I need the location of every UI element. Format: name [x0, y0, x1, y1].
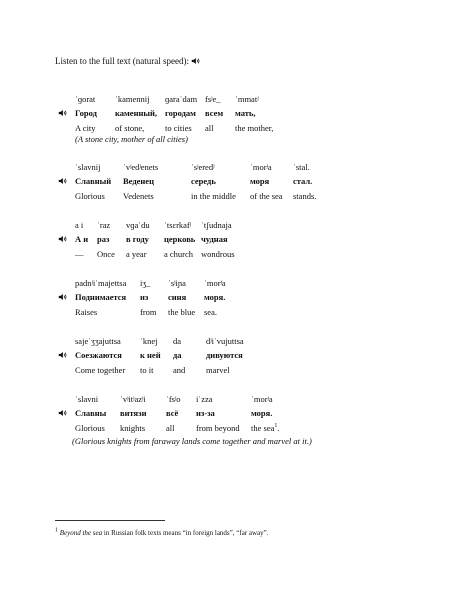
ru-word: Славны [75, 408, 107, 418]
ru-word: Веденец [123, 176, 154, 186]
ru-word: дивуются [206, 350, 243, 360]
en-word: and [173, 365, 186, 375]
ru-word: стал. [293, 176, 313, 186]
ru-word: Соезжаются [75, 350, 122, 360]
en-word: Glorious [75, 423, 105, 433]
ru-word: чудная [201, 234, 228, 244]
ipa-word: ˈvʲitʲazʲi [120, 394, 146, 404]
en-word: — [75, 249, 84, 259]
en-word: of stone, [115, 123, 145, 133]
en-word: Glorious [75, 191, 105, 201]
ru-word: моря. [204, 292, 226, 302]
ru-word: Славный [75, 176, 112, 186]
ru-word: городам [165, 108, 196, 118]
listen-label: Listen to the full text (natural speed): [55, 56, 189, 66]
en-word: a year [126, 249, 147, 259]
ru-word: в году [126, 234, 149, 244]
footnote-term: Beyond the sea [59, 529, 103, 537]
en-word: Once [97, 249, 115, 259]
ru-word: моря [250, 176, 270, 186]
footnote-text: in Russian folk texts means “in foreign lands”, “far away”. [102, 529, 269, 537]
ipa-word: ˈsʲiɲa [168, 278, 186, 288]
ipa-word: ɡaraˈdam [165, 94, 198, 104]
ipa-word: ˈslavni [75, 394, 99, 404]
en-word: stands. [293, 191, 317, 201]
ipa-word: ˈmorʲa [251, 394, 273, 404]
en-word: from beyond [196, 423, 240, 433]
ru-word: середь [191, 176, 216, 186]
ipa-word: sajeˈʒʒajuttsa [75, 336, 121, 346]
ru-word: из-за [196, 408, 215, 418]
line-speaker-icon[interactable] [58, 177, 67, 185]
ru-word: из [140, 292, 149, 302]
en-word: A city [75, 123, 96, 133]
ipa-word: ˈfsʲo [166, 394, 181, 404]
en-word: Come together [75, 365, 126, 375]
ipa-word: ˈslavnij [75, 162, 101, 172]
ru-word: моря. [251, 408, 273, 418]
ipa-word: ˈmmatʲ [235, 94, 259, 104]
ru-word: каменный, [115, 108, 158, 118]
ru-word: витязи [120, 408, 147, 418]
line-speaker-icon[interactable] [58, 293, 67, 301]
en-word: the sea$^1$. [251, 423, 280, 433]
ipa-word: ˈvʲedʲenets [123, 162, 159, 172]
speaker-icon[interactable] [191, 57, 200, 65]
line-speaker-icon[interactable] [58, 235, 67, 243]
en-word: to cities [165, 123, 192, 133]
ipa-word: ˈmorʲa [204, 278, 226, 288]
en-word: Raises [75, 307, 98, 317]
en-word: the blue [168, 307, 196, 317]
ru-word: да [173, 350, 182, 360]
ipa-word: ˈsʲeredʲ [191, 162, 215, 172]
ru-word: Поднимается [75, 292, 127, 302]
ipa-word: ˈtʃudnaja [201, 220, 232, 230]
line-speaker-icon[interactable] [58, 351, 67, 359]
en-word: knights [120, 423, 146, 433]
line-speaker-icon[interactable] [58, 109, 67, 117]
footnote-marker: 1 [274, 423, 278, 430]
line-speaker-icon[interactable] [58, 409, 67, 417]
ru-word: к ней [140, 350, 161, 360]
ru-word: церковь [164, 234, 196, 244]
en-word: all [166, 423, 175, 433]
translation-note: (Glorious knights from faraway lands come together and marvel at it.) [72, 436, 312, 446]
ipa-word: vɡaˈdu [126, 220, 150, 230]
ipa-word: ˈɡorat [75, 94, 96, 104]
ipa-word: padnʲiˈmajettsa [75, 278, 127, 288]
footnote-number: 1 [55, 527, 58, 534]
en-word: in the middle [191, 191, 236, 201]
ru-word: всем [205, 108, 224, 118]
ru-word: синя [168, 292, 187, 302]
ipa-word: a i [75, 220, 84, 230]
ipa-word: ˈtsɛrkafʲ [164, 220, 192, 230]
ipa-word: fsʲe_ [205, 94, 221, 104]
ipa-word: da [173, 336, 182, 346]
ru-word: всё [166, 408, 179, 418]
ipa-word: iˈzza [196, 394, 213, 404]
en-word: of the sea [250, 191, 283, 201]
ru-word: мать, [235, 108, 256, 118]
footnote [55, 527, 269, 537]
ipa-word: ˈraz [97, 220, 111, 230]
en-word: a church [164, 249, 194, 259]
ipa-word: ˈkamennij [115, 94, 150, 104]
en-word: all [205, 123, 214, 133]
en-word: sea. [204, 307, 217, 317]
listen-full-text [55, 57, 200, 66]
footnote-rule [55, 520, 165, 521]
en-word: wondrous [201, 249, 235, 259]
ipa-word: iʒ_ [140, 278, 151, 288]
ipa-word: dʲiˈvujuttsa [206, 336, 244, 346]
en-word: to it [140, 365, 154, 375]
en-word: Vedenets [123, 191, 154, 201]
ru-word: А и [75, 234, 89, 244]
ipa-word: ˈknej [140, 336, 158, 346]
ipa-word: ˈmorʲa [250, 162, 272, 172]
en-word: the mother, [235, 123, 274, 133]
ru-word: раз [97, 234, 110, 244]
translation-note: (A stone city, mother of all cities) [75, 134, 188, 144]
ru-word: Город [75, 108, 97, 118]
ipa-word: ˈstal. [293, 162, 310, 172]
en-word: from [140, 307, 157, 317]
en-word: marvel [206, 365, 230, 375]
